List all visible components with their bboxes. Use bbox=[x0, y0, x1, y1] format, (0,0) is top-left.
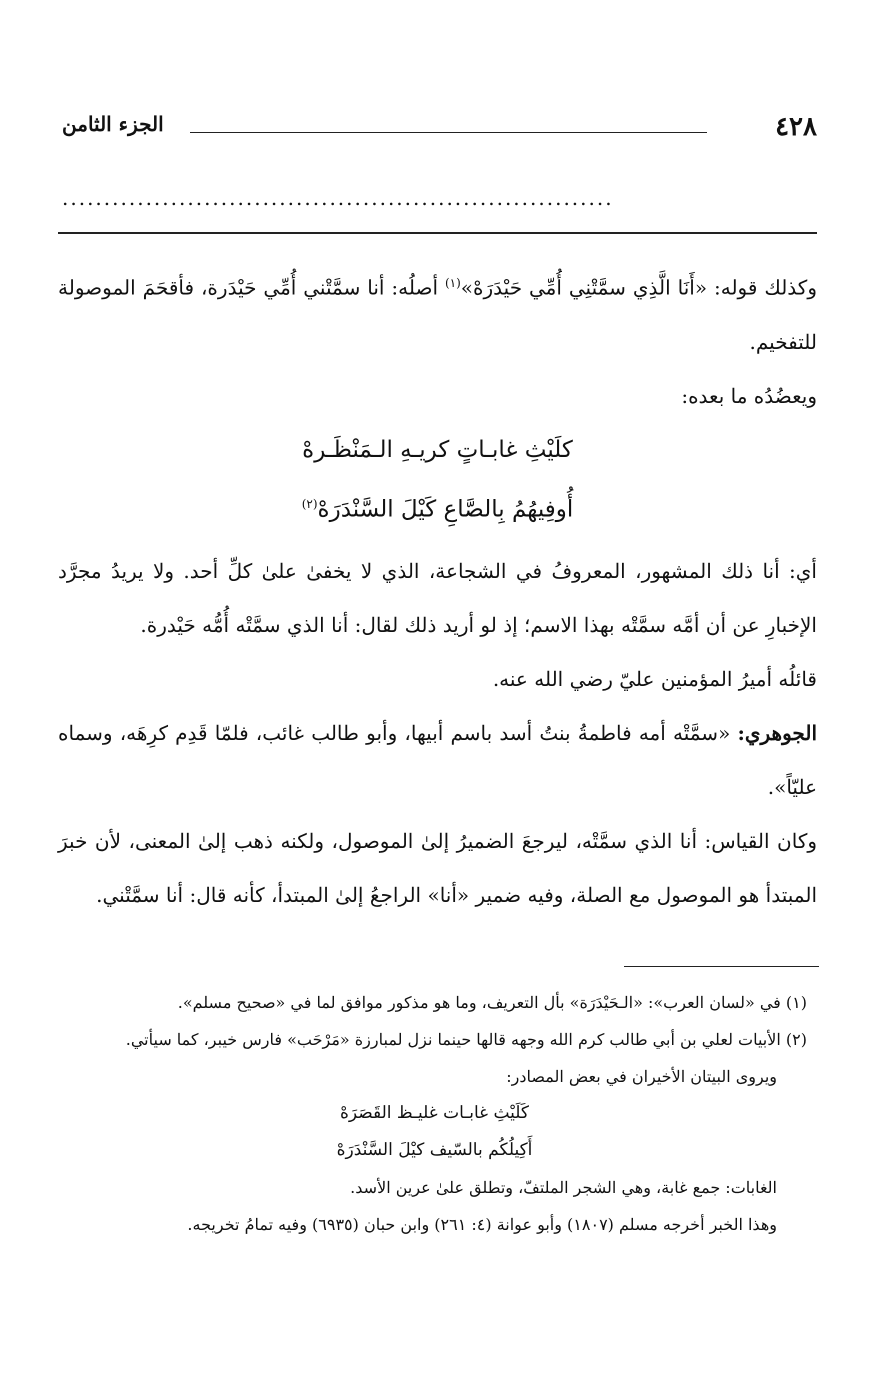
paragraph-6: وكان القياس: أنا الذي سمَّتْه، ليرجعَ الضميرُ إلىٰ الموصول، ولكنه ذهب إلىٰ المعنى، لأن خبرَ المبتدأ هو الموصول مع الصلة، وفيه ضمير «أنا» الراجعُ إلىٰ المبتدأ، كأنه قال: أنا سمَّتْني. bbox=[58, 829, 817, 908]
part-title: الجزء الثامن bbox=[62, 112, 164, 136]
footnote-2-variant: ويروى البيتان الأخيران في بعض المصادر: bbox=[506, 1067, 777, 1086]
paragraph-3: أي: أنا ذلك المشهور، المعروفُ في الشجاعة، الذي لا يخفىٰ علىٰ كلِّ أحد. ولا يريدُ مجرَّد الإخبارِ عن أن أمَّه سمَّتْه بهذا الاسم؛ إذ لو أريد ذلك لقال: أنا الذي سمَّتْه أُمُّه حَيْدرة. bbox=[58, 559, 817, 638]
footnote-rule bbox=[624, 966, 819, 967]
paragraph-1 bbox=[58, 256, 817, 369]
verse-2 bbox=[58, 477, 817, 537]
page-header bbox=[62, 112, 817, 148]
paragraph-1-text: وكذلك قوله: «أَنَا الَّذِي سمَّتْنِي أُمِّي حَيْدَرَهْ» bbox=[460, 275, 817, 300]
footnote-verse-2: أَكِيلُكُم بالسّيف كيْلَ السَّنْدَرَهْ bbox=[336, 1140, 533, 1160]
paragraph-1-rest: أصلُه: أنا سمَّتْني أُمِّي حَيْدَرة، فأقحَمَ الموصولة للتفخيم. bbox=[58, 275, 817, 354]
ellipsis-line: .................................................................. bbox=[62, 186, 614, 210]
footnote-ref-2: (٢) bbox=[301, 496, 318, 511]
footnote-1: (١) في «لسان العرب»: «الـحَيْدَرَة» بأل التعريف، وما هو مذكور موافق لما في «صحيح مسلم». bbox=[177, 993, 807, 1012]
main-text bbox=[58, 256, 817, 922]
poem bbox=[58, 423, 817, 537]
footnote-verse-1: كَلَيْثِ غابـات غليـظ القَصَرَهْ bbox=[339, 1103, 530, 1123]
top-rule bbox=[58, 232, 817, 234]
footnote-2-gloss: الغابات: جمع غابة، وهي الشجر الملتفّ، وتطلق علىٰ عرين الأسد. bbox=[350, 1178, 777, 1197]
verse-2-text: أُوفِيهُمُ بِالصَّاعِ كَيْلَ السَّنْدَرَهْ bbox=[317, 496, 574, 523]
paragraph-2: ويعضُدُه ما بعده: bbox=[681, 383, 817, 408]
page-number: ٤٢٨ bbox=[775, 112, 817, 142]
footnotes bbox=[62, 984, 807, 1243]
footnote-2-sources: وهذا الخبر أخرجه مسلم (١٨٠٧) وأبو عوانة (٤: ٢٦١) وابن حبان (٦٩٣٥) وفيه تمامُ تخريجه. bbox=[187, 1215, 777, 1234]
footnote-2: (٢) الأبيات لعلي بن أبي طالب كرم الله وجهه قالها حينما نزل لمبارزة «مَرْحَب» فارس خيبر، كما سيأتي. bbox=[125, 1030, 807, 1049]
paragraph-5-label: الجوهري: bbox=[737, 721, 817, 746]
header-rule bbox=[190, 132, 707, 133]
footnote-ref-1: (١) bbox=[444, 276, 461, 290]
paragraph-5-text: «سمَّتْه أمه فاطمةُ بنتُ أسد باسم أبيها، وأبو طالب غائب، فلمّا قَدِم كرِهَه، وسماه عليّاً». bbox=[58, 721, 817, 800]
paragraph-4: قائلُه أميرُ المؤمنين عليّ رضي الله عنه. bbox=[492, 667, 817, 692]
verse-1: كلَيْثِ غابـاتٍ كريـهِ الـمَنْظَـرهْ bbox=[302, 436, 573, 463]
paragraph-5 bbox=[58, 706, 817, 814]
